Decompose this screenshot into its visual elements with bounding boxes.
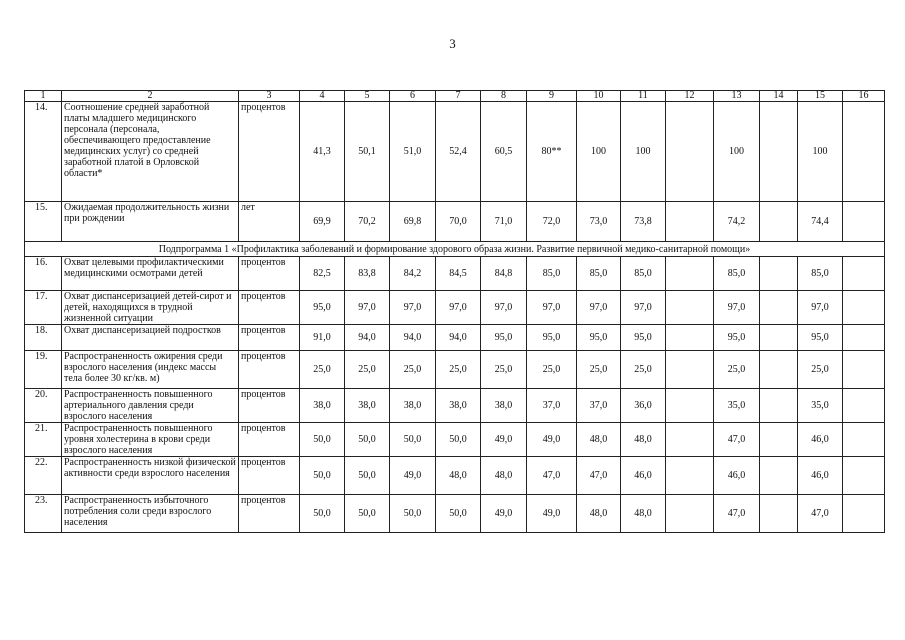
page-number: 3 (449, 36, 456, 51)
value-cell (843, 257, 885, 291)
unit-cell: процентов (239, 291, 300, 325)
row-number-cell: 19. (25, 351, 62, 389)
value-cell: 94,0 (345, 325, 390, 351)
value-cell: 50,0 (300, 457, 345, 495)
value-cell: 94,0 (436, 325, 481, 351)
value-cell (760, 495, 798, 533)
value-cell (666, 389, 714, 423)
value-cell: 95,0 (621, 325, 666, 351)
value-cell: 83,8 (345, 257, 390, 291)
unit-cell: процентов (239, 457, 300, 495)
unit-cell: процентов (239, 325, 300, 351)
value-cell: 69,8 (390, 202, 436, 242)
row-number-cell: 15. (25, 202, 62, 242)
value-cell: 50,0 (345, 457, 390, 495)
value-cell: 50,0 (300, 495, 345, 533)
column-number-cell: 13 (714, 91, 760, 102)
column-number-cell: 10 (577, 91, 621, 102)
value-cell: 49,0 (390, 457, 436, 495)
value-cell (760, 202, 798, 242)
value-cell: 97,0 (621, 291, 666, 325)
indicator-row (25, 389, 885, 423)
value-cell: 38,0 (481, 389, 527, 423)
value-cell (666, 257, 714, 291)
value-cell: 97,0 (481, 291, 527, 325)
value-cell: 47,0 (577, 457, 621, 495)
value-cell: 73,8 (621, 202, 666, 242)
value-cell: 35,0 (714, 389, 760, 423)
value-cell (843, 423, 885, 457)
indicator-row (25, 102, 885, 202)
value-cell: 80** (527, 102, 577, 202)
indicator-name-cell: Охват диспансеризацией детей-сирот и детей, находящихся в трудной жизненной ситуации (62, 291, 239, 325)
column-number-cell: 4 (300, 91, 345, 102)
value-cell: 47,0 (798, 495, 843, 533)
value-cell (843, 495, 885, 533)
value-cell: 95,0 (577, 325, 621, 351)
row-number-cell: 21. (25, 423, 62, 457)
column-number-cell: 6 (390, 91, 436, 102)
column-number-cell: 5 (345, 91, 390, 102)
indicator-row (25, 291, 885, 325)
value-cell: 100 (798, 102, 843, 202)
unit-cell: процентов (239, 423, 300, 457)
unit-cell: процентов (239, 389, 300, 423)
indicator-row (25, 457, 885, 495)
value-cell (666, 351, 714, 389)
value-cell (843, 325, 885, 351)
value-cell: 72,0 (527, 202, 577, 242)
value-cell: 95,0 (481, 325, 527, 351)
value-cell (843, 102, 885, 202)
column-number-cell: 7 (436, 91, 481, 102)
value-cell: 25,0 (577, 351, 621, 389)
value-cell: 52,4 (436, 102, 481, 202)
value-cell: 82,5 (300, 257, 345, 291)
value-cell: 95,0 (798, 325, 843, 351)
value-cell (843, 351, 885, 389)
value-cell: 49,0 (481, 495, 527, 533)
value-cell: 97,0 (390, 291, 436, 325)
value-cell: 60,5 (481, 102, 527, 202)
column-number-cell: 3 (239, 91, 300, 102)
row-number-cell: 23. (25, 495, 62, 533)
value-cell: 25,0 (481, 351, 527, 389)
value-cell: 48,0 (621, 423, 666, 457)
value-cell: 97,0 (345, 291, 390, 325)
value-cell: 97,0 (798, 291, 843, 325)
value-cell: 50,0 (300, 423, 345, 457)
value-cell: 70,0 (436, 202, 481, 242)
value-cell: 38,0 (300, 389, 345, 423)
value-cell: 47,0 (714, 423, 760, 457)
value-cell: 25,0 (527, 351, 577, 389)
value-cell (666, 291, 714, 325)
subprogram-row (25, 242, 885, 257)
value-cell: 84,8 (481, 257, 527, 291)
unit-cell: лет (239, 202, 300, 242)
indicator-name-cell: Распространенность ожирения среди взрослого населения (индекс массы тела более 30 кг/кв. м) (62, 351, 239, 389)
column-number-cell: 9 (527, 91, 577, 102)
value-cell (843, 389, 885, 423)
value-cell: 25,0 (798, 351, 843, 389)
column-number-cell: 8 (481, 91, 527, 102)
value-cell: 48,0 (436, 457, 481, 495)
value-cell: 50,1 (345, 102, 390, 202)
indicators-table (24, 90, 885, 533)
value-cell: 85,0 (577, 257, 621, 291)
column-number-cell: 16 (843, 91, 885, 102)
value-cell: 69,9 (300, 202, 345, 242)
value-cell: 25,0 (300, 351, 345, 389)
value-cell: 74,2 (714, 202, 760, 242)
indicator-name-cell: Охват целевыми профилактическими медицинскими осмотрами детей (62, 257, 239, 291)
value-cell: 36,0 (621, 389, 666, 423)
value-cell: 74,4 (798, 202, 843, 242)
value-cell: 48,0 (481, 457, 527, 495)
value-cell: 38,0 (390, 389, 436, 423)
value-cell (760, 257, 798, 291)
value-cell: 94,0 (390, 325, 436, 351)
value-cell: 25,0 (345, 351, 390, 389)
value-cell: 25,0 (390, 351, 436, 389)
value-cell (843, 291, 885, 325)
value-cell: 41,3 (300, 102, 345, 202)
indicator-name-cell: Распространенность избыточного потребления соли среди взрослого населения (62, 495, 239, 533)
value-cell: 35,0 (798, 389, 843, 423)
column-number-cell: 2 (62, 91, 239, 102)
row-number-cell: 18. (25, 325, 62, 351)
value-cell (760, 291, 798, 325)
value-cell (843, 202, 885, 242)
value-cell: 95,0 (300, 291, 345, 325)
value-cell (760, 325, 798, 351)
value-cell: 50,0 (436, 423, 481, 457)
value-cell: 47,0 (714, 495, 760, 533)
value-cell (666, 457, 714, 495)
value-cell: 25,0 (621, 351, 666, 389)
column-number-cell: 12 (666, 91, 714, 102)
value-cell: 49,0 (481, 423, 527, 457)
value-cell (760, 457, 798, 495)
indicator-row (25, 495, 885, 533)
indicator-name-cell: Распространенность низкой физической активности среди взрослого населения (62, 457, 239, 495)
value-cell: 84,5 (436, 257, 481, 291)
row-number-cell: 20. (25, 389, 62, 423)
column-number-cell: 14 (760, 91, 798, 102)
value-cell: 37,0 (527, 389, 577, 423)
column-number-cell: 15 (798, 91, 843, 102)
value-cell: 50,0 (436, 495, 481, 533)
value-cell: 97,0 (436, 291, 481, 325)
indicator-row (25, 423, 885, 457)
value-cell: 70,2 (345, 202, 390, 242)
value-cell: 50,0 (390, 423, 436, 457)
value-cell: 100 (621, 102, 666, 202)
value-cell: 46,0 (798, 423, 843, 457)
row-number-cell: 22. (25, 457, 62, 495)
value-cell: 48,0 (577, 423, 621, 457)
value-cell: 100 (714, 102, 760, 202)
column-number-cell: 1 (25, 91, 62, 102)
value-cell: 48,0 (577, 495, 621, 533)
value-cell: 71,0 (481, 202, 527, 242)
value-cell: 85,0 (621, 257, 666, 291)
value-cell: 49,0 (527, 423, 577, 457)
indicator-name-cell: Охват диспансеризацией подростков (62, 325, 239, 351)
value-cell: 46,0 (621, 457, 666, 495)
value-cell: 46,0 (798, 457, 843, 495)
value-cell: 51,0 (390, 102, 436, 202)
unit-cell: процентов (239, 257, 300, 291)
value-cell (760, 389, 798, 423)
indicator-name-cell: Распространенность повышенного артериального давления среди взрослого населения (62, 389, 239, 423)
row-number-cell: 14. (25, 102, 62, 202)
value-cell (666, 495, 714, 533)
indicator-row (25, 202, 885, 242)
value-cell: 37,0 (577, 389, 621, 423)
value-cell: 95,0 (527, 325, 577, 351)
value-cell: 100 (577, 102, 621, 202)
value-cell: 85,0 (527, 257, 577, 291)
subprogram-title: Подпрограмма 1 «Профилактика заболеваний и формирование здорового образа жизни. Развитие первичной медико-санитарной помощи» (25, 242, 885, 257)
value-cell (666, 423, 714, 457)
value-cell (666, 325, 714, 351)
indicator-name-cell: Ожидаемая продолжительность жизни при рождении (62, 202, 239, 242)
value-cell (666, 102, 714, 202)
value-cell: 73,0 (577, 202, 621, 242)
value-cell: 46,0 (714, 457, 760, 495)
value-cell (666, 202, 714, 242)
indicator-row (25, 325, 885, 351)
value-cell: 97,0 (714, 291, 760, 325)
value-cell: 25,0 (436, 351, 481, 389)
value-cell (760, 102, 798, 202)
indicator-name-cell: Соотношение средней заработной платы младшего медицинского персонала (персонала, обеспечивающего предоставление медицинских услуг) со средней заработной платой в Орловской области* (62, 102, 239, 202)
value-cell: 47,0 (527, 457, 577, 495)
value-cell: 25,0 (714, 351, 760, 389)
row-number-cell: 16. (25, 257, 62, 291)
value-cell: 50,0 (345, 423, 390, 457)
unit-cell: процентов (239, 102, 300, 202)
value-cell: 50,0 (345, 495, 390, 533)
unit-cell: процентов (239, 351, 300, 389)
indicator-row (25, 351, 885, 389)
value-cell: 84,2 (390, 257, 436, 291)
value-cell: 38,0 (345, 389, 390, 423)
value-cell: 85,0 (714, 257, 760, 291)
column-number-row (25, 91, 885, 102)
value-cell: 95,0 (714, 325, 760, 351)
row-number-cell: 17. (25, 291, 62, 325)
column-number-cell: 11 (621, 91, 666, 102)
value-cell (760, 423, 798, 457)
value-cell: 50,0 (390, 495, 436, 533)
value-cell: 38,0 (436, 389, 481, 423)
unit-cell: процентов (239, 495, 300, 533)
value-cell: 48,0 (621, 495, 666, 533)
value-cell (843, 457, 885, 495)
value-cell: 97,0 (577, 291, 621, 325)
indicator-row (25, 257, 885, 291)
value-cell: 91,0 (300, 325, 345, 351)
value-cell: 49,0 (527, 495, 577, 533)
indicator-name-cell: Распространенность повышенного уровня холестерина в крови среди взрослого населения (62, 423, 239, 457)
value-cell (760, 351, 798, 389)
value-cell: 85,0 (798, 257, 843, 291)
value-cell: 97,0 (527, 291, 577, 325)
